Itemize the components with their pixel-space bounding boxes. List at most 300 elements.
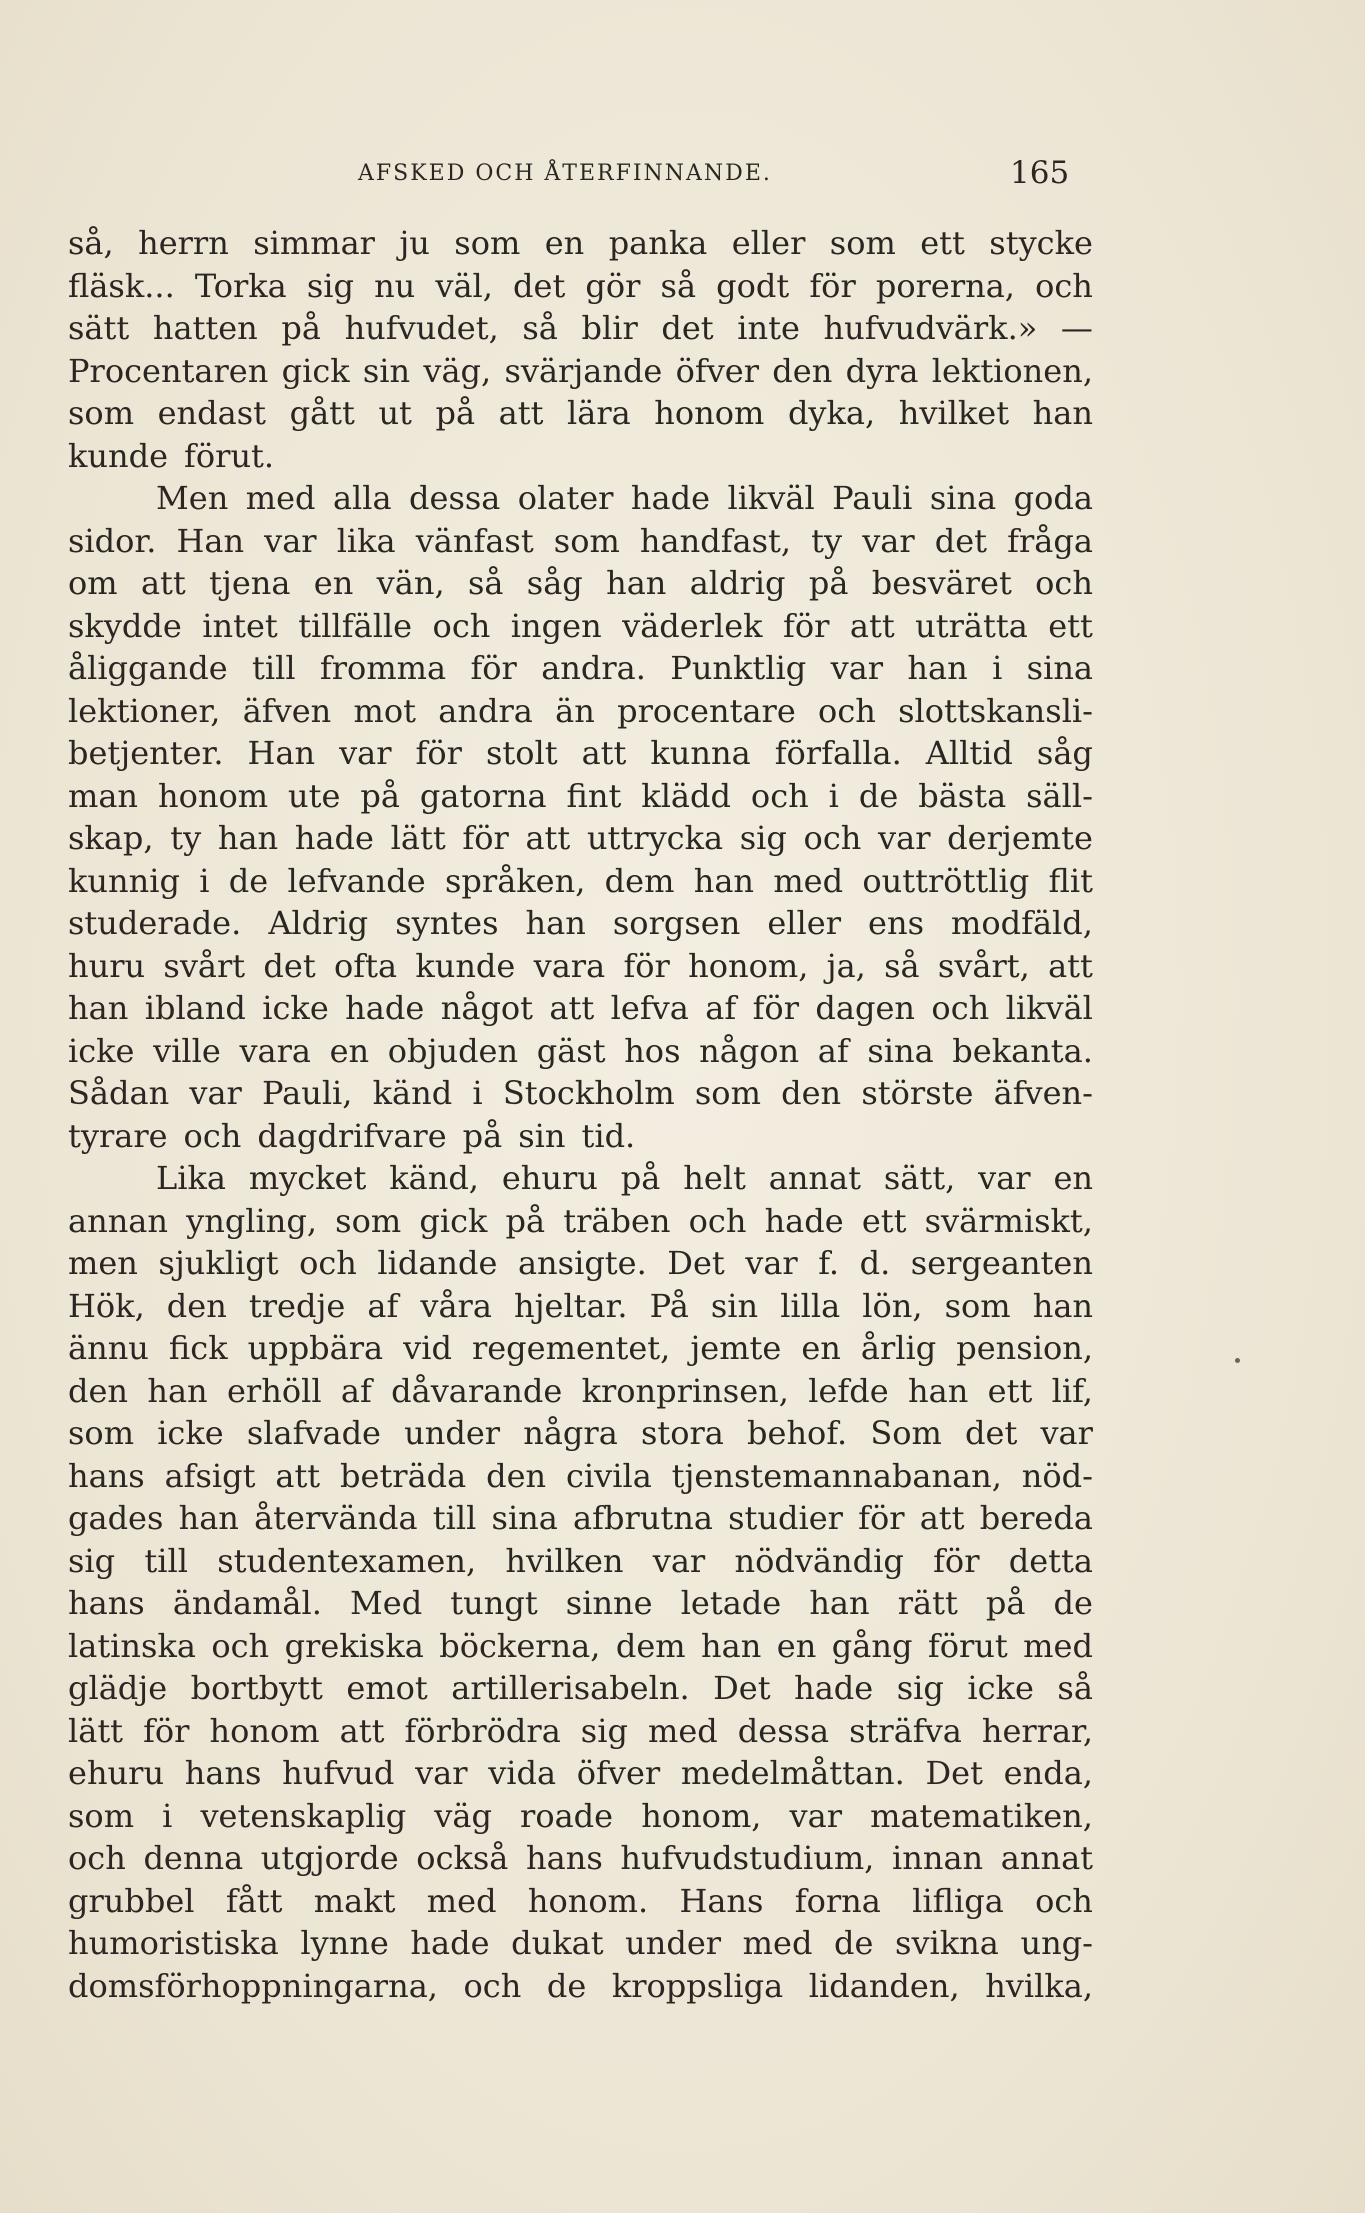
word: icke <box>68 1031 135 1070</box>
word: bästa <box>918 776 1007 815</box>
word: civila <box>565 1456 652 1495</box>
word: domsförhoppningarna, <box>68 1966 438 2005</box>
word: så, <box>68 224 114 262</box>
word: behof. <box>747 1414 848 1452</box>
word: inte <box>737 309 800 347</box>
text-line <box>68 1497 1093 1540</box>
word: fick <box>168 1329 228 1367</box>
text-line <box>68 1370 1093 1413</box>
word: åliggande <box>68 649 228 687</box>
text-line <box>68 605 1093 648</box>
word: att <box>498 394 544 432</box>
text-line <box>68 1752 1093 1795</box>
text-line <box>68 1200 1093 1243</box>
body-text <box>68 222 1093 2007</box>
word: tjenstemannabanan, <box>671 1456 1002 1495</box>
word: ofta <box>333 946 398 985</box>
word: artillerisabeln. <box>451 1669 690 1707</box>
word: gades <box>68 1499 164 1537</box>
word: att <box>581 734 627 772</box>
word: gick <box>419 1201 488 1240</box>
word: Men <box>156 479 229 517</box>
word: sinne <box>565 1584 653 1622</box>
word: väl, <box>435 266 493 305</box>
word: Som <box>870 1414 942 1452</box>
word: ännu <box>68 1329 149 1367</box>
word: lära <box>567 394 631 432</box>
text-line <box>68 1455 1093 1498</box>
running-title: AFSKED OCH ÅTERFINNANDE. <box>358 161 772 186</box>
word: för <box>858 1499 905 1537</box>
word: pension, <box>956 1329 1093 1367</box>
word: och <box>1035 1881 1093 1920</box>
word: en <box>313 564 354 602</box>
word: för <box>752 989 799 1027</box>
word: lifliga <box>912 1881 1004 1920</box>
word: språken, <box>444 861 586 900</box>
text-line <box>68 1115 1093 1158</box>
word: att <box>275 1456 321 1495</box>
word: ung- <box>1020 1924 1093 1962</box>
word: han <box>1032 1286 1093 1325</box>
word: sina <box>1026 649 1093 687</box>
word: hans <box>68 1456 145 1495</box>
word: gått <box>289 394 355 432</box>
word: af <box>705 989 737 1027</box>
word: studier <box>728 1499 843 1537</box>
word: eller <box>767 904 841 942</box>
word: så <box>1057 1669 1093 1707</box>
word: för <box>462 819 509 857</box>
word: hufvud <box>282 1754 395 1792</box>
word: han <box>525 904 586 942</box>
word: han <box>907 649 968 687</box>
word: afbrutna <box>573 1499 713 1537</box>
word: var <box>978 1159 1031 1197</box>
word: och <box>750 776 809 815</box>
word: herrn <box>138 224 229 262</box>
word: likväl <box>727 479 815 517</box>
word: med <box>773 861 844 900</box>
word: Pauli <box>832 479 913 517</box>
word: också <box>416 1839 509 1877</box>
word: och <box>1035 266 1093 305</box>
text-line <box>68 902 1093 945</box>
word: forna <box>794 1881 881 1920</box>
text-line <box>68 1327 1093 1370</box>
word: man <box>68 776 139 815</box>
word: sina <box>491 1499 558 1537</box>
word: med <box>245 479 316 517</box>
word: det <box>263 946 316 985</box>
word: sätt, <box>883 1159 956 1197</box>
word: nödvändig <box>734 1541 904 1580</box>
word: endast <box>157 394 266 432</box>
word: Det <box>925 1754 983 1792</box>
word: hufvudet, <box>344 309 499 347</box>
word: att <box>140 564 186 602</box>
word: syntes <box>395 904 499 942</box>
text-line <box>68 690 1093 733</box>
word: utgjorde <box>260 1839 399 1877</box>
word: ingen <box>510 606 602 645</box>
word: eller <box>731 224 806 262</box>
word: lif, <box>1051 1371 1093 1410</box>
word: förut <box>927 1626 1008 1665</box>
word: ju <box>399 224 430 262</box>
word: mot <box>353 691 416 730</box>
word: den <box>166 1286 227 1325</box>
word: icke <box>157 1414 224 1452</box>
text-line <box>68 817 1093 860</box>
text-line <box>68 987 1093 1030</box>
word: med <box>647 1711 718 1750</box>
word: sorgsen <box>612 904 741 942</box>
word: bekanta. <box>952 1031 1093 1070</box>
word: för <box>623 946 670 985</box>
text-line <box>68 1965 1093 2008</box>
word: lefde <box>808 1371 889 1410</box>
word: olater <box>517 479 614 517</box>
word: i <box>472 1074 483 1112</box>
word: det <box>513 266 566 305</box>
word: sig <box>896 1669 944 1707</box>
word: hade <box>410 1924 490 1962</box>
word: f. <box>818 1244 840 1282</box>
word: ändamål. <box>172 1584 322 1622</box>
word: som <box>335 1201 402 1240</box>
word: så <box>522 309 558 347</box>
word: som <box>553 521 620 560</box>
word: någon <box>699 1031 800 1070</box>
word: hjeltar. <box>513 1286 628 1325</box>
word: likväl <box>1005 989 1093 1027</box>
word: och <box>818 691 876 730</box>
word: gång <box>831 1626 913 1665</box>
word: latinska <box>68 1626 196 1665</box>
word: vänfast <box>415 521 534 560</box>
word: Alltid <box>925 734 1013 772</box>
word: dem <box>604 861 675 900</box>
word: under <box>625 1924 722 1962</box>
word: lektionen, <box>931 351 1093 390</box>
word: ty <box>170 819 202 857</box>
word: känd, <box>389 1159 479 1197</box>
word: med <box>742 1924 813 1962</box>
word: att <box>549 989 595 1027</box>
text-line <box>68 392 1093 435</box>
word: ty <box>811 521 843 560</box>
word: till <box>144 1541 188 1580</box>
word: herrar, <box>981 1711 1093 1750</box>
word: som <box>68 1414 135 1452</box>
word: ehuru <box>501 1159 598 1197</box>
word: lefvande <box>287 861 426 900</box>
word: för <box>809 266 856 305</box>
word: det <box>661 309 714 347</box>
word: af <box>817 1031 849 1070</box>
word: hade <box>294 819 374 857</box>
text-line <box>68 307 1093 350</box>
word: goda <box>1013 479 1093 517</box>
word: annan <box>68 1201 168 1240</box>
word: han <box>178 1499 239 1537</box>
word: tredje <box>248 1286 346 1325</box>
word: blir <box>581 309 638 347</box>
word: väg, <box>423 351 492 390</box>
text-line <box>68 222 1093 265</box>
word: grubbel <box>68 1881 195 1920</box>
word: de <box>1053 1584 1093 1622</box>
word: nöd- <box>1021 1456 1093 1495</box>
word: dessa <box>737 1711 830 1750</box>
word: vara <box>533 946 606 985</box>
word: tid. <box>581 1116 636 1155</box>
word: hade <box>630 479 711 517</box>
word: till <box>432 1499 477 1537</box>
word: skap, <box>68 819 154 857</box>
word: väderlek <box>622 606 763 645</box>
word: Sådan <box>68 1074 170 1112</box>
word: med <box>426 1881 497 1920</box>
word: af <box>340 1371 372 1410</box>
word: om <box>68 564 118 602</box>
word: ett <box>987 1371 1033 1410</box>
word: en <box>329 1031 370 1070</box>
word: svårt, <box>937 946 1030 985</box>
word: annat <box>768 1159 861 1197</box>
word: honom. <box>527 1881 649 1920</box>
word: andra. <box>541 649 646 687</box>
word: som <box>829 224 896 262</box>
word: Pauli, <box>262 1074 353 1112</box>
word: förfalla. <box>774 734 902 772</box>
word: sätt <box>68 309 130 347</box>
word: Hans <box>679 1881 764 1920</box>
word: stycke <box>989 224 1093 262</box>
word: han <box>1032 394 1093 432</box>
word: vara <box>239 1031 311 1070</box>
word: fromma <box>319 649 447 687</box>
word: på <box>462 1116 503 1155</box>
word: kunde <box>415 946 516 985</box>
word: ut <box>378 394 412 432</box>
word: han <box>693 861 755 900</box>
word: var <box>339 734 392 772</box>
word: att <box>919 1499 965 1537</box>
word: intet <box>202 606 278 645</box>
word: Han <box>176 521 245 560</box>
word: och <box>432 606 491 645</box>
word: uppbära <box>247 1329 384 1367</box>
word: och <box>1035 564 1093 602</box>
word: erhöll <box>226 1371 322 1410</box>
word: på <box>620 1159 661 1197</box>
word: och <box>68 1839 126 1877</box>
word: emot <box>346 1669 428 1707</box>
word: på <box>435 394 476 432</box>
word: sina <box>929 479 997 517</box>
word: på <box>505 1201 546 1240</box>
word: Punktlig <box>670 649 807 687</box>
word: han <box>908 1371 969 1410</box>
word: simmar <box>253 224 375 262</box>
word: återvända <box>254 1499 418 1537</box>
word: han <box>606 564 667 602</box>
word: ute <box>288 776 341 815</box>
word: och <box>183 1116 242 1155</box>
word: annat <box>1000 1839 1093 1877</box>
word: att <box>1048 946 1093 985</box>
word: lätt <box>68 1711 124 1750</box>
word: hatten <box>152 309 258 347</box>
word: godt <box>716 266 790 305</box>
word: dukat <box>511 1924 604 1962</box>
word: ansigte. <box>517 1244 647 1282</box>
word: var <box>264 521 317 560</box>
word: hufvudstudium, <box>620 1839 875 1877</box>
word: svärjande <box>504 351 663 390</box>
word: för <box>143 1711 190 1750</box>
word: dagdrifvare <box>257 1116 447 1155</box>
word: som <box>454 224 521 262</box>
word: för <box>415 734 462 772</box>
word: enda, <box>1003 1754 1093 1792</box>
word: hvilket <box>898 394 1010 432</box>
word: som <box>68 1796 135 1835</box>
word: sig <box>739 819 787 857</box>
word: sin <box>710 1286 759 1325</box>
word: dessa <box>409 479 501 517</box>
word: lätt <box>390 819 446 857</box>
word: den <box>68 1371 129 1410</box>
word: bereda <box>979 1499 1093 1537</box>
word: dyka, <box>787 394 876 432</box>
word: och <box>299 1244 357 1282</box>
word: porerna, <box>875 266 1015 305</box>
word: innan <box>891 1839 984 1877</box>
word: på <box>985 1584 1026 1622</box>
word: svärmiskt, <box>924 1201 1093 1240</box>
word: klädd <box>641 776 731 815</box>
word: alla <box>332 479 392 517</box>
word: förbrödra <box>404 1711 561 1750</box>
word: med <box>1023 1626 1093 1665</box>
word: han <box>217 819 279 857</box>
word: stora <box>640 1414 724 1452</box>
word: träben <box>563 1201 671 1240</box>
word: tillfälle <box>298 606 413 645</box>
word: tyrare <box>68 1116 168 1155</box>
word: ett <box>920 224 965 262</box>
word: så <box>467 564 504 602</box>
word: honom, <box>641 1796 762 1835</box>
word: matematiken, <box>870 1796 1093 1835</box>
word: slottskansli- <box>898 691 1093 730</box>
word: men <box>68 1244 138 1282</box>
word: var <box>878 819 931 857</box>
word: var <box>789 1796 842 1835</box>
word: var <box>1040 1414 1093 1452</box>
word: ett <box>861 1201 907 1240</box>
word: hans <box>526 1839 603 1877</box>
text-line <box>68 562 1093 605</box>
word: en <box>1053 1159 1093 1197</box>
word: var <box>415 1754 468 1792</box>
word: tjena <box>209 564 291 602</box>
word: några <box>523 1414 618 1452</box>
word: på <box>281 309 321 347</box>
text-line <box>68 1880 1093 1923</box>
text-line <box>68 1837 1093 1880</box>
word: roade <box>520 1796 614 1835</box>
word: icke <box>967 1669 1034 1707</box>
word: våra <box>420 1286 492 1325</box>
word: säll- <box>1026 776 1093 815</box>
word: han <box>147 1371 208 1410</box>
word: ehuru <box>68 1754 165 1792</box>
word: fått <box>225 1881 283 1920</box>
word: lön, <box>862 1286 923 1325</box>
word: lidanden, <box>808 1966 960 2005</box>
word: beträda <box>340 1456 467 1495</box>
text-line <box>68 945 1093 988</box>
word: Hök, <box>68 1286 145 1325</box>
running-header <box>68 155 1068 195</box>
word: denna <box>143 1839 244 1877</box>
word: detta <box>1008 1541 1093 1580</box>
margin-speck <box>1235 1358 1240 1363</box>
word: ibland <box>144 989 246 1027</box>
word: sjukligt <box>158 1244 279 1282</box>
word: bortbytt <box>190 1669 323 1707</box>
word: en <box>544 224 585 262</box>
text-line <box>68 860 1093 903</box>
word: och <box>803 819 862 857</box>
word: icke <box>262 989 329 1027</box>
word: objuden <box>387 1031 519 1070</box>
word: ja, <box>826 946 866 985</box>
word: dagen <box>815 989 915 1027</box>
word: kunnig <box>68 861 180 900</box>
word: var <box>652 1541 706 1580</box>
word: sina <box>867 1031 934 1070</box>
word: stolt <box>485 734 558 772</box>
word: Med <box>349 1584 423 1622</box>
word: af <box>367 1286 399 1325</box>
word: rätt <box>897 1584 958 1622</box>
word: grekiska <box>284 1626 424 1665</box>
word: det <box>965 1414 1018 1452</box>
word: honom <box>209 1711 320 1750</box>
word: hans <box>68 1584 145 1622</box>
word: sin <box>362 351 411 390</box>
word: som <box>944 1286 1011 1325</box>
text-line <box>68 1540 1093 1583</box>
text-line <box>68 350 1093 393</box>
word: såg <box>1036 734 1093 772</box>
word: sidor. <box>68 521 157 560</box>
word: fläsk... <box>68 266 175 305</box>
word: dyra <box>845 351 919 390</box>
word: panka <box>608 224 708 262</box>
text-line <box>68 435 1093 478</box>
word: uttrycka <box>586 819 724 857</box>
word: vän, <box>376 564 445 602</box>
word: väg <box>434 1796 492 1835</box>
word: ville <box>153 1031 221 1070</box>
word: Aldrig <box>268 904 369 942</box>
